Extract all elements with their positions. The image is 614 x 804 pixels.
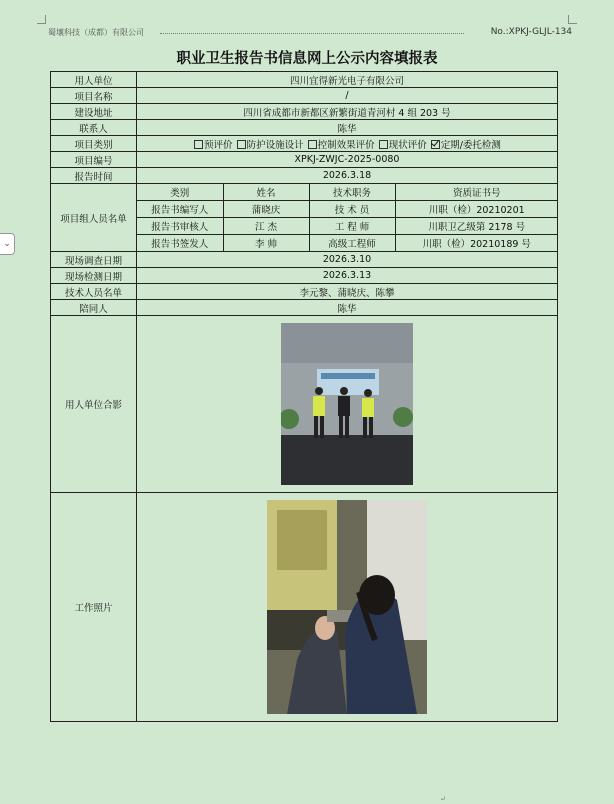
row-work-photo (51, 493, 558, 722)
employer-label: 用人单位 (51, 72, 137, 88)
table-row (137, 201, 558, 218)
survey-date-label: 现场调查日期 (51, 252, 137, 268)
team-header-row (137, 184, 558, 201)
category-option-1[interactable]: 防护设施设计 (236, 140, 304, 151)
team-header-name: 姓名 (223, 184, 309, 201)
header-company: 蜀壤科技（成都）有限公司 (48, 28, 144, 37)
test-date-value: 2026.3.13 (137, 268, 558, 284)
team-cert: 川职（检）20210201 (395, 201, 558, 218)
page-title: 职业卫生报告书信息网上公示内容填报表 (176, 51, 438, 67)
project-no-label: 项目编号 (51, 152, 137, 168)
corner-mark-left (37, 15, 46, 24)
technicians-value: 李元黎、蒲晓庆、陈攀 (137, 284, 558, 300)
row-project-no (51, 152, 558, 168)
category-option-4[interactable]: 定期/委托检测 (430, 140, 501, 151)
row-test-date (51, 268, 558, 284)
report-time-value: 2026.3.18 (137, 168, 558, 184)
team-role: 报告书签发人 (137, 235, 223, 252)
accompany-label: 陪同人 (51, 300, 137, 316)
team-subtable-cell (137, 184, 558, 252)
checkbox-icon[interactable] (379, 140, 388, 149)
team-title: 高级工程师 (309, 235, 395, 252)
row-contact (51, 120, 558, 136)
checkbox-icon[interactable] (308, 140, 317, 149)
team-title: 工 程 师 (309, 218, 395, 235)
team-table (137, 184, 558, 251)
work-photo-label: 工作照片 (51, 493, 137, 722)
team-cert: 川职（检）20210189 号 (395, 235, 558, 252)
team-header-role: 类别 (137, 184, 223, 201)
team-name: 蒲晓庆 (223, 201, 309, 218)
accompany-value: 陈华 (137, 300, 558, 316)
row-group-photo (51, 316, 558, 493)
project-no-value: XPKJ-ZWJC-2025-0080 (137, 152, 558, 168)
team-role: 报告书编写人 (137, 201, 223, 218)
group-photo-label: 用人单位合影 (51, 316, 137, 493)
team-name: 李 帅 (223, 235, 309, 252)
address-value: 四川省成都市新都区新繁街道青河村 4 组 203 号 (137, 104, 558, 120)
team-label: 项目组人员名单 (51, 184, 137, 252)
category-options (137, 136, 558, 152)
info-table (50, 71, 558, 722)
contact-label: 联系人 (51, 120, 137, 136)
table-row (137, 235, 558, 252)
group-photo-cell (137, 316, 558, 493)
test-date-label: 现场检测日期 (51, 268, 137, 284)
contact-value: 陈华 (137, 120, 558, 136)
technicians-label: 技术人员名单 (51, 284, 137, 300)
team-cert: 川职卫乙级第 2178 号 (395, 218, 558, 235)
team-role: 报告书审核人 (137, 218, 223, 235)
corner-mark-right (568, 15, 577, 24)
row-category (51, 136, 558, 152)
row-project-name (51, 88, 558, 104)
team-title: 技 术 员 (309, 201, 395, 218)
row-employer (51, 72, 558, 88)
footer-mark: ↵ (440, 795, 446, 803)
category-label: 项目类别 (51, 136, 137, 152)
project-name-value: / (137, 88, 558, 104)
row-survey-date (51, 252, 558, 268)
checkbox-icon[interactable] (237, 140, 246, 149)
team-header-title: 技术职务 (309, 184, 395, 201)
checkbox-checked-icon[interactable] (431, 140, 440, 149)
work-photo (267, 500, 427, 714)
category-option-2[interactable]: 控制效果评价 (307, 140, 375, 151)
checkbox-icon[interactable] (194, 140, 203, 149)
report-time-label: 报告时间 (51, 168, 137, 184)
survey-date-value: 2026.3.10 (137, 252, 558, 268)
address-label: 建设地址 (51, 104, 137, 120)
row-accompany (51, 300, 558, 316)
work-photo-cell (137, 493, 558, 722)
team-header-cert: 资质证书号 (395, 184, 558, 201)
employer-value: 四川宜得新光电子有限公司 (137, 72, 558, 88)
header-divider (160, 33, 464, 34)
project-name-label: 项目名称 (51, 88, 137, 104)
chevron-down-icon[interactable]: ⌄ (0, 233, 15, 255)
category-option-0[interactable]: 预评价 (193, 140, 233, 151)
team-name: 江 杰 (223, 218, 309, 235)
row-technicians (51, 284, 558, 300)
row-address (51, 104, 558, 120)
table-row (137, 218, 558, 235)
row-report-time (51, 168, 558, 184)
category-option-3[interactable]: 现状评价 (378, 140, 427, 151)
group-photo (281, 323, 413, 485)
row-team (51, 184, 558, 252)
header-doc-number: No.:XPKJ-GLJL-134 (490, 27, 572, 37)
